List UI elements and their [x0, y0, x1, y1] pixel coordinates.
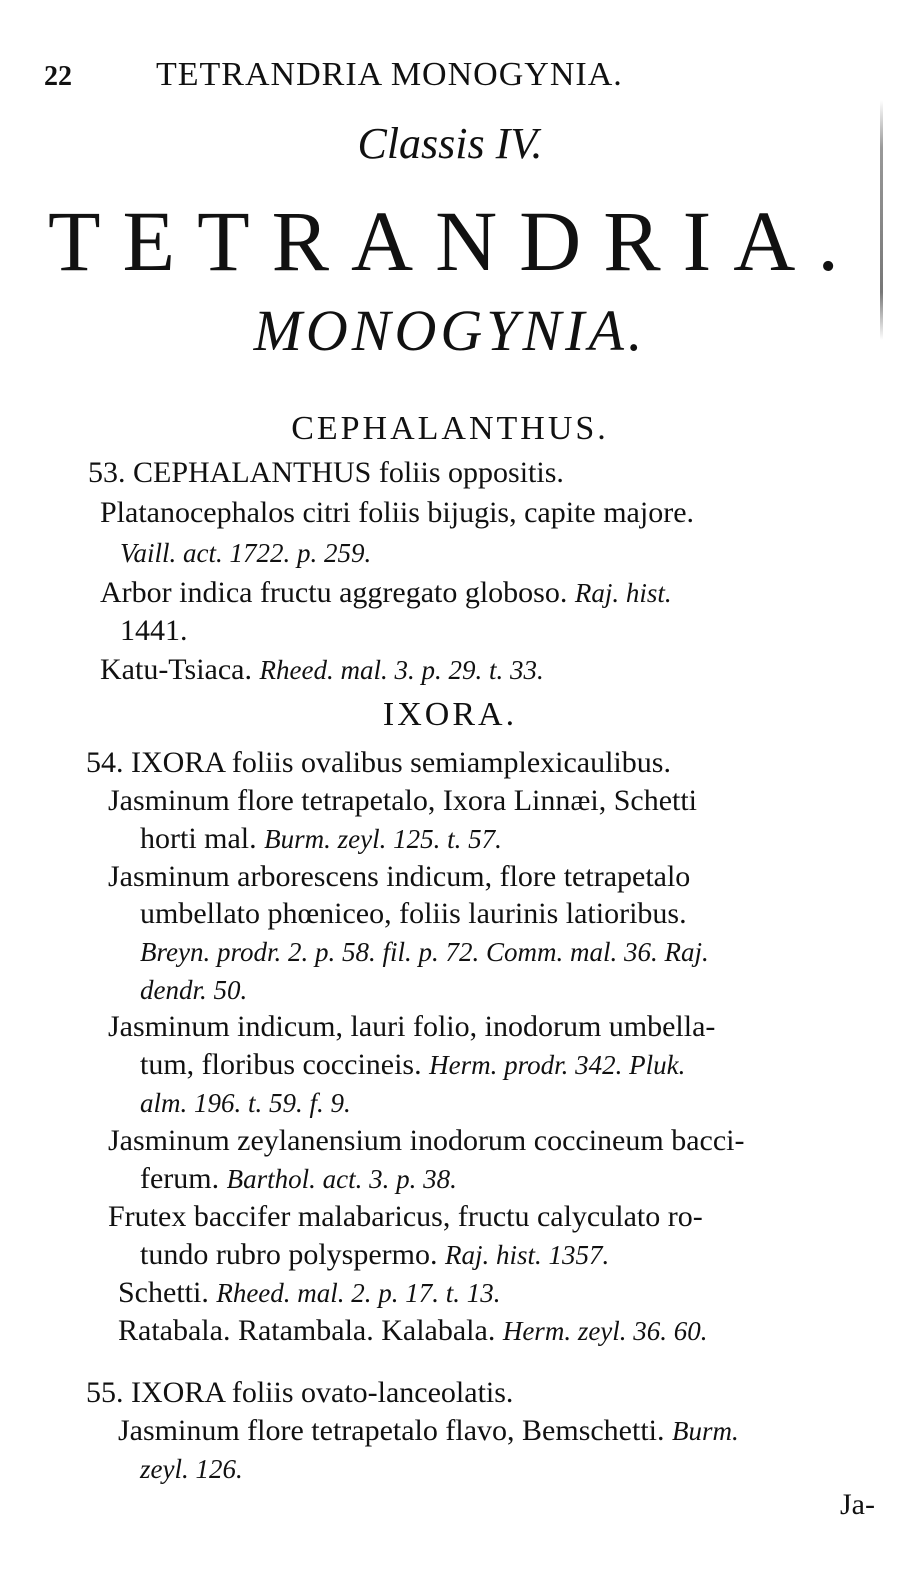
entry-line — [140, 975, 247, 1005]
entry-line — [118, 1316, 708, 1346]
entry-line — [140, 1050, 685, 1080]
entry-text: Platanocephalos citri foliis bijugis, capite majore. — [100, 496, 695, 529]
entry-line — [86, 1378, 513, 1408]
class-title: TETRANDRIA. — [48, 193, 861, 289]
citation-text: Burm. — [672, 1416, 739, 1446]
page-edge-shadow — [880, 100, 883, 340]
entry-text: Katu-Tsiaca. — [100, 653, 260, 686]
entry-text: Jasminum flore tetrapetalo, Ixora Linnæi, Schetti — [108, 784, 698, 817]
genus-heading-cephalanthus: CEPHALANTHUS. — [291, 410, 609, 447]
entry-line — [100, 578, 672, 608]
entry-text: Jasminum indicum, lauri folio, inodorum umbella- — [108, 1010, 716, 1043]
running-head: TETRANDRIA MONOGYNIA. — [156, 56, 623, 93]
entry-line — [140, 824, 502, 854]
entry-line — [108, 1202, 703, 1232]
order-title: MONOGYNIA. — [253, 298, 647, 363]
entry-text: ferum. — [140, 1162, 227, 1195]
citation-text: Herm. prodr. 342. Pluk. — [429, 1050, 686, 1080]
entry-text: 53. CEPHALANTHUS foliis oppositis. — [88, 456, 564, 489]
page-header — [44, 58, 623, 92]
entry-line — [100, 498, 694, 528]
entry-line — [118, 1278, 501, 1308]
entry-text: horti mal. — [140, 822, 265, 855]
entry-text: 55. IXORA foliis ovato-lanceolatis. — [86, 1376, 514, 1409]
citation-text: Vaill. act. 1722. p. 259. — [120, 538, 372, 568]
entry-text: Schetti. — [118, 1276, 217, 1309]
entry-line — [140, 1164, 457, 1194]
entry-line — [140, 1088, 351, 1118]
entry-text: tum, floribus coccineis. — [140, 1048, 430, 1081]
entry-line — [140, 899, 687, 929]
entry-text: umbellato phœniceo, foliis laurinis latioribus. — [140, 897, 687, 930]
citation-text: Breyn. prodr. 2. p. 58. fil. p. 72. Comm. mal. 36. Raj. — [140, 937, 709, 967]
entry-text: Jasminum arborescens indicum, flore tetrapetalo — [108, 860, 691, 893]
genus-heading-ixora: IXORA. — [382, 696, 518, 733]
citation-text: Herm. zeyl. 36. 60. — [502, 1316, 708, 1346]
citation-text: zeyl. 126. — [140, 1454, 243, 1484]
entry-line — [108, 1126, 744, 1156]
entry-text: Arbor indica fructu aggregato globoso. — [100, 576, 575, 609]
class-line: Classis IV. — [357, 119, 543, 168]
page-number: 22 — [44, 61, 72, 92]
entry-text: tundo rubro polyspermo. — [140, 1238, 445, 1271]
entry-line — [118, 1416, 739, 1446]
entry-line — [108, 862, 690, 892]
citation-text: Barthol. act. 3. p. 38. — [226, 1164, 457, 1194]
entry-line — [86, 748, 671, 778]
entry-line — [88, 458, 564, 488]
entry-line — [100, 655, 544, 685]
entry-line — [108, 786, 697, 816]
entry-line — [140, 1454, 243, 1484]
citation-text: Rheed. mal. 2. p. 17. t. 13. — [216, 1278, 501, 1308]
entry-line — [120, 616, 188, 646]
entry-text: Frutex baccifer malabaricus, fructu calyculato ro- — [108, 1200, 703, 1233]
citation-text: Raj. hist. 1357. — [444, 1240, 610, 1270]
entry-text: Jasminum zeylanensium inodorum coccineum bacci- — [108, 1124, 745, 1157]
entry-line — [140, 1240, 609, 1270]
entry-line — [140, 937, 709, 967]
citation-text: dendr. 50. — [140, 975, 248, 1005]
entry-text: 1441. — [120, 614, 188, 647]
entry-line — [108, 1012, 715, 1042]
citation-text: Rheed. mal. 3. p. 29. t. 33. — [259, 655, 544, 685]
citation-text: Raj. hist. — [574, 578, 672, 608]
entry-text: Jasminum flore tetrapetalo flavo, Bemschetti. — [118, 1414, 673, 1447]
citation-text: Burm. zeyl. 125. t. 57. — [264, 824, 502, 854]
citation-text: alm. 196. t. 59. f. 9. — [140, 1088, 351, 1118]
entry-text: Ratabala. Ratambala. Kalabala. — [118, 1314, 503, 1347]
entry-text: 54. IXORA foliis ovalibus semiamplexicaulibus. — [86, 746, 671, 779]
catchword: Ja- — [840, 1488, 875, 1521]
entry-line — [120, 538, 371, 568]
